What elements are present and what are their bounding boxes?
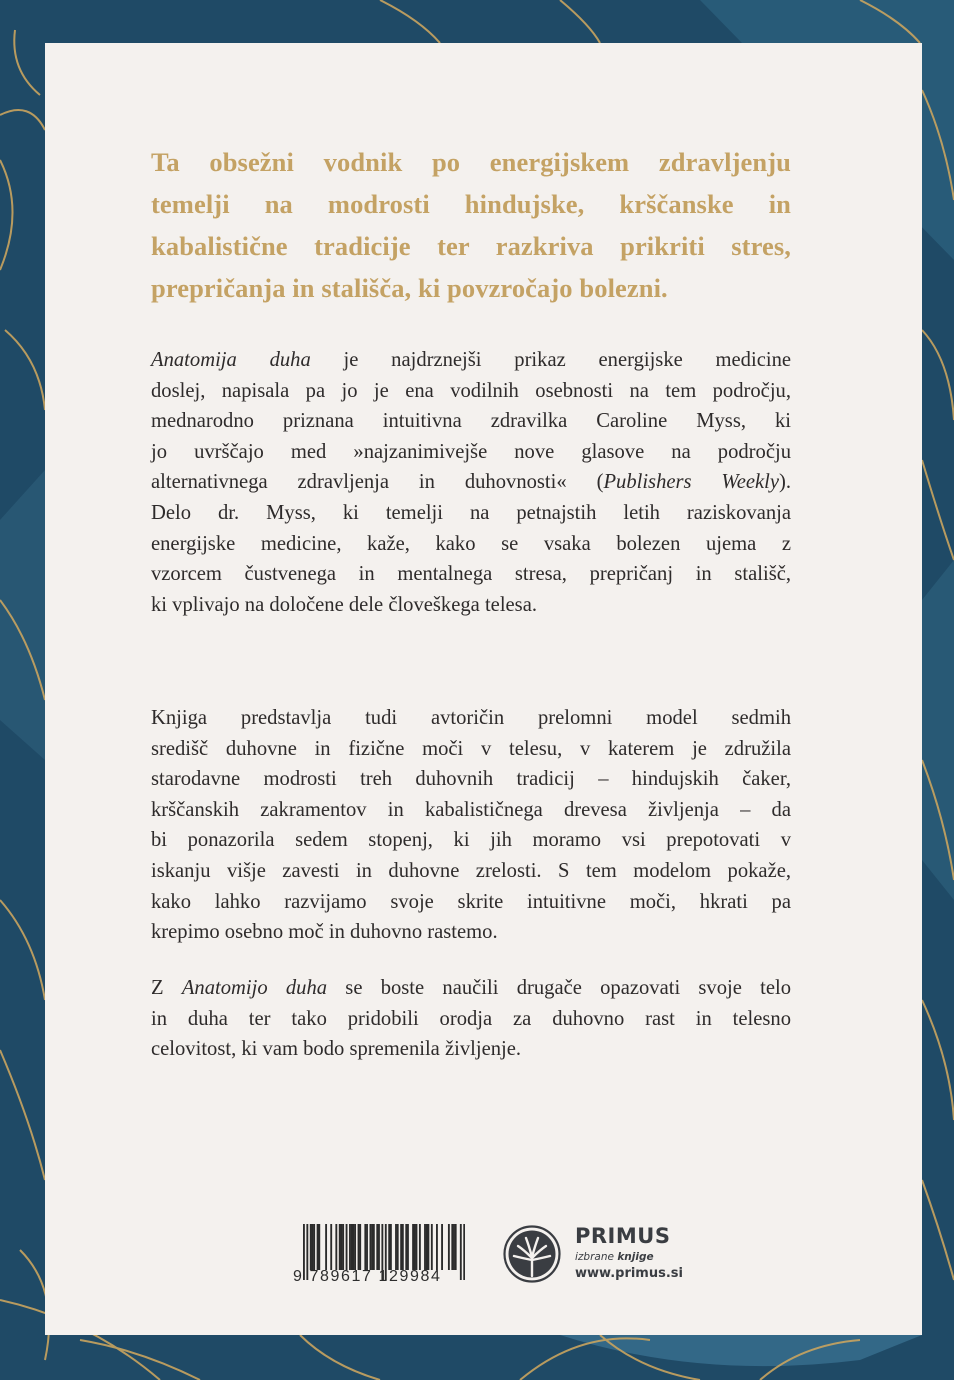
barcode-bar [424,1224,426,1270]
barcode-bar [397,1224,399,1270]
paragraph-line: Knjiga predstavlja tudi avtoričin prelomni model sedmih [151,707,791,729]
barcode-bar [325,1224,327,1270]
barcode-bar [436,1224,438,1270]
barcode-bar [342,1224,344,1270]
text-run: Z [151,977,182,999]
paragraph-line: središč duhovne in fizične moči v telesu, v katerem je združila [151,737,791,760]
barcode-bar [352,1224,354,1270]
text-run: izbrane [575,1251,618,1263]
barcode-bar [339,1224,341,1270]
barcode-bar [349,1224,351,1270]
barcode-bar [359,1224,361,1270]
tree-in-circle-icon [502,1224,562,1284]
paragraph-line: starodavne modrosti treh duhovnih tradicij – hindujskih čaker, [151,768,791,791]
description-paragraph-2 [151,703,791,948]
barcode-bar [402,1224,404,1270]
paragraph-line: energijske medicine, kaže, kako se vsaka bolezen ujema z [151,532,791,555]
paragraph-line: jo uvrščajo med »najzanimivejše nove glasove na področju [151,440,791,463]
lead-line: prepričanja in stališča, ki povzročajo bolezni. [151,273,668,303]
barcode-bar [390,1224,392,1270]
paragraph-line: doslej, napisala pa jo je ena vodilnih osebnosti na tem področju, [151,379,791,402]
barcode-bar [400,1224,402,1270]
barcode-bar [371,1224,373,1270]
barcode-bar [416,1224,418,1270]
barcode-bar [341,1224,343,1270]
text-run: je najdrznejši prikaz energijske medicine [310,349,792,371]
barcode-bar [373,1224,375,1270]
barcode-bar [335,1224,337,1270]
isbn-group-2: 129984 [378,1268,442,1285]
paragraph-line: vzorcem čustvenega in mentalnega stresa, prepričanj in stališč, [151,563,791,586]
barcode-bar [310,1224,312,1270]
description-paragraph-1 [151,345,791,620]
paragraph-line: in duha ter tako pridobili orodja za duhovno rast in telesno [151,1007,791,1030]
barcode-bar [419,1224,421,1270]
barcode-bar [453,1224,455,1270]
barcode-bar [354,1224,356,1270]
barcode-bar [388,1224,390,1270]
description-paragraph-3 [151,973,791,1065]
barcode-bar [378,1224,380,1270]
text-run: knjige [617,1251,654,1263]
barcode-bar [448,1224,450,1270]
isbn-number [293,1268,442,1286]
barcode-bar [451,1224,453,1270]
paragraph-line [151,467,791,498]
paragraph-line: krščanskih zakramentov in kabalističnega drevesa življenja – da [151,798,791,821]
barcode-bar [351,1224,353,1270]
barcode-bar [431,1224,433,1270]
barcode-bar [330,1224,332,1270]
paragraph-line: bi ponazorila sedem stopenj, ki jih moramo vsi prepotovati v [151,829,791,852]
book-title-italic: Anatomijo duha [181,977,328,999]
paragraph-line: celovitost, ki vam bodo spremenila življenje. [151,1038,522,1061]
barcode-bar [441,1224,443,1270]
paragraph-line [151,345,791,376]
barcode-bar [412,1224,414,1270]
barcode-bar [407,1224,409,1270]
barcode-bar [395,1224,397,1270]
paragraph-line: krepimo osebno moč in duhovno rastemo. [151,921,498,944]
paragraph-line: mednarodno priznana intuitivna zdravilka Caroline Myss, ki [151,410,791,433]
barcode-bar [317,1224,319,1270]
lead-blurb [151,141,791,309]
isbn-group-1: 789617 [309,1268,373,1285]
barcode-bar [366,1224,368,1270]
lead-line: Ta obsežni vodnik po energijskem zdravljenju [151,147,791,177]
paragraph-line: ki vplivajo na določene dele človeškega telesa. [151,593,537,616]
book-title-italic: Anatomija duha [151,349,311,371]
publisher-name: PRIMUS [575,1224,671,1248]
publisher-url[interactable]: www.primus.si [575,1266,683,1281]
source-title-italic: Publishers Weekly [603,471,779,494]
publisher-tagline [575,1250,683,1264]
barcode-bar [313,1224,315,1270]
isbn-lead-digit: 9 [293,1268,304,1285]
barcode-bar [455,1224,457,1270]
barcode-bar [318,1224,320,1270]
barcode-bar [312,1224,314,1270]
barcode-bar [370,1224,372,1270]
barcode-bar [414,1224,416,1270]
text-run: se boste naučili drugače opazovati svoje telo [327,977,791,999]
barcode-bar [364,1224,366,1270]
barcode-bar [358,1224,360,1270]
barcode-bar [346,1224,348,1270]
paragraph-line [151,973,791,1004]
lead-line: kabalistične tradicije ter razkriva prikriti stres, [151,231,791,261]
barcode-bar [427,1224,429,1270]
barcode-bar [463,1224,465,1280]
barcode-bar [426,1224,428,1270]
paragraph-line: kako lahko razvijamo svoje skrite intuitivne moči, hkrati pa [151,890,791,913]
text-run: alternativnega zdravljenja in duhovnosti« ( [151,471,604,494]
paragraph-line: Delo dr. Myss, ki temelji na petnajstih letih raziskovanja [151,501,791,524]
publisher-block [575,1224,683,1283]
lead-line: temelji na modrosti hindujske, krščanske in [151,189,791,219]
barcode-bar [376,1224,378,1270]
paragraph-line: iskanju višje zavesti in duhovne zrelosti. S tem modelom pokaže, [151,859,791,882]
text-run: ). [778,471,791,494]
barcode-bar [460,1224,462,1280]
barcode-bar [405,1224,407,1270]
